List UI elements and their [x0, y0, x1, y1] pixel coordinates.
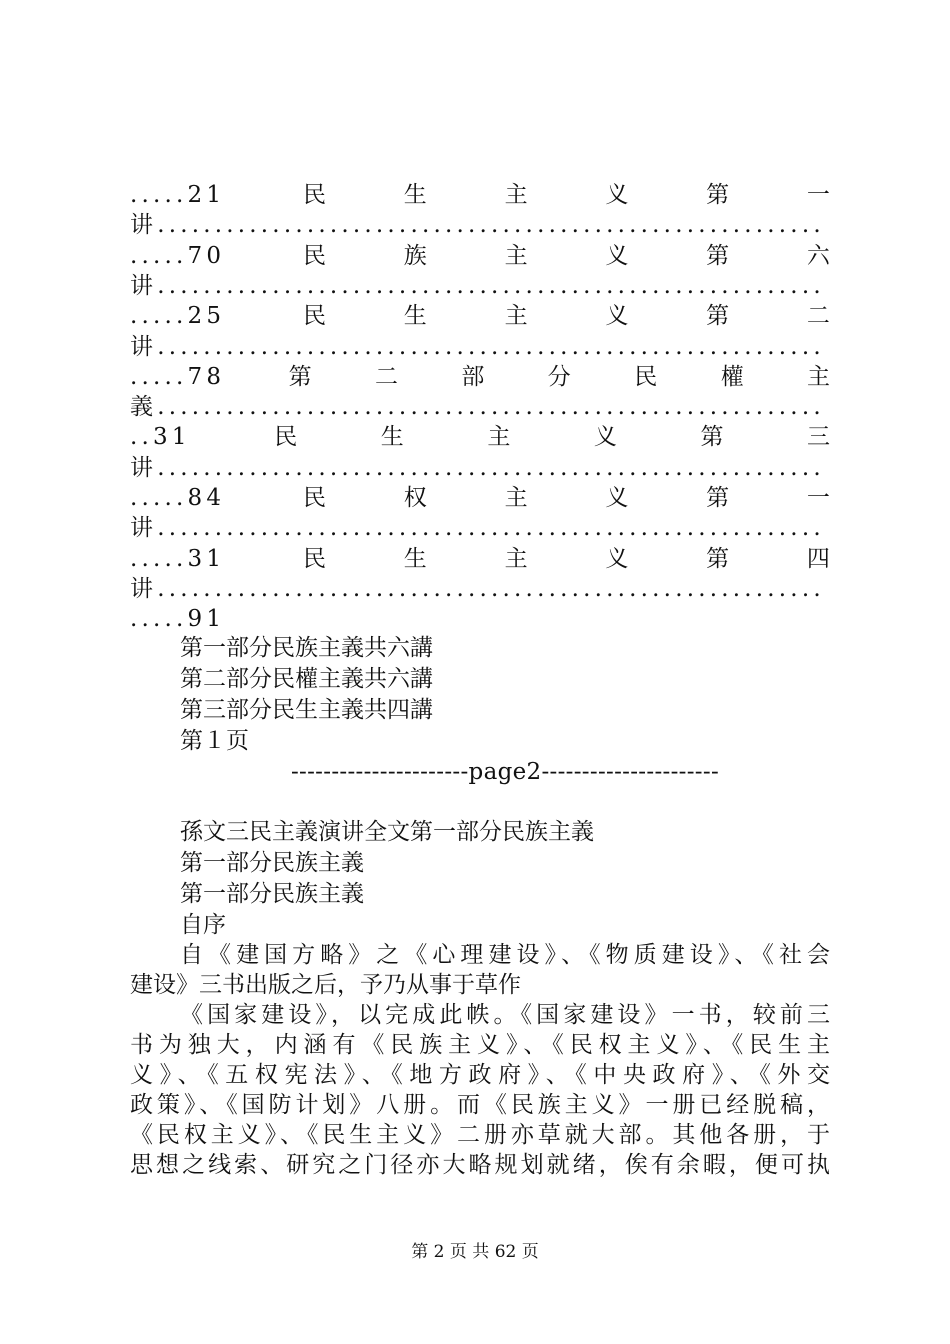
toc-row-char: 一 [806, 485, 830, 511]
toc-row-char: 民 [634, 363, 658, 390]
toc-row: 讲.......................................................... [130, 454, 825, 481]
toc-row-char: 主 [504, 182, 528, 208]
toc-row: 義.......................................................... [130, 394, 825, 421]
toc-row-char: 义 [605, 485, 629, 511]
toc-row-char: 义 [593, 424, 617, 451]
toc-row-char: 六 [806, 242, 830, 269]
page-one-label: 第１页 [180, 728, 249, 754]
toc-row-char: 主 [504, 545, 528, 572]
toc-row-page-number: .....21 [130, 182, 226, 208]
toc-row-char: 第 [706, 303, 730, 330]
body-line: 建设》三书出版之后，予乃从事于草作 [130, 972, 521, 998]
toc-row: .....91 [130, 606, 226, 633]
toc-row-char: 主 [806, 363, 830, 390]
toc-row [130, 180, 830, 210]
toc-row: 讲.......................................................... [130, 272, 825, 299]
toc-row-char: 义 [605, 182, 629, 208]
toc-row-page-number: .....31 [130, 545, 226, 572]
document-title: 孫文三民主義演讲全文第一部分民族主義 [180, 819, 594, 845]
toc-row-char: 生 [403, 182, 427, 208]
toc-row-char: 生 [403, 545, 427, 572]
toc-row-char: 分 [547, 363, 571, 390]
toc-row-char: 第 [706, 242, 730, 269]
toc-row-page-number: .....84 [130, 485, 226, 511]
toc-row-char: 族 [403, 242, 427, 269]
toc-row-char: 主 [504, 485, 528, 511]
toc-row-page-number: ..31 [130, 424, 191, 451]
body-line: 《国家建设》，以完成此帙。《国家建设》一书，较前三 [180, 1002, 830, 1028]
toc-row-char: 义 [605, 545, 629, 572]
page-separator: ----------------------page2---------------------- [290, 759, 720, 785]
toc-row-char: 第 [700, 424, 724, 451]
part-three-summary: 第三部分民生主義共四講 [180, 697, 433, 723]
toc-row: 讲.......................................................... [130, 212, 825, 239]
toc-row-char: 义 [605, 303, 629, 330]
toc-row-char: 民 [303, 485, 327, 511]
toc-row-char: 一 [806, 182, 830, 208]
toc-row-char: 义 [605, 242, 629, 269]
section-heading-repeat: 第一部分民族主義 [180, 881, 364, 907]
toc-row-char: 民 [303, 303, 327, 330]
toc-row-char: 民 [303, 545, 327, 572]
toc-row-char: 民 [274, 424, 298, 451]
toc-row-char: 第 [706, 485, 730, 511]
body-line: 《民权主义》、《民生主义》二册亦草就大部。其他各册，于 [130, 1122, 830, 1148]
toc-row-char: 部 [461, 363, 485, 390]
toc-row [130, 422, 830, 452]
toc-row-char: 生 [403, 303, 427, 330]
body-line: 书为独大，内涵有《民族主义》、《民权主义》、《民生主 [130, 1032, 830, 1058]
toc-row-char: 民 [303, 182, 327, 208]
toc-row-char: 生 [380, 424, 404, 451]
toc-row-char: 民 [303, 242, 327, 269]
toc-row-char: 四 [806, 545, 830, 572]
toc-row [130, 362, 830, 392]
toc-row-page-number: .....70 [130, 242, 226, 269]
toc-row [130, 241, 830, 271]
toc-row-char: 主 [487, 424, 511, 451]
preface-heading: 自序 [180, 912, 226, 938]
part-two-summary: 第二部分民權主義共六講 [180, 666, 433, 692]
body-line: 政策》、《国防计划》八册。而《民族主义》一册已经脱稿， [130, 1092, 830, 1118]
toc-row-char: 權 [720, 363, 744, 390]
toc-row-char: 三 [806, 424, 830, 451]
toc-row-page-number: .....78 [130, 363, 226, 390]
body-line: 思想之线索、研究之门径亦大略规划就绪，俟有余暇，便可执 [130, 1152, 830, 1178]
toc-row-char: 第 [288, 363, 312, 390]
toc-row-char: 二 [375, 363, 399, 390]
page-footer: 第 2 页 共 62 页 [411, 1242, 539, 1262]
toc-row: 讲.......................................................... [130, 575, 825, 602]
toc-row-char: 主 [504, 303, 528, 330]
toc-row-char: 第 [706, 182, 730, 208]
toc-row: 讲.......................................................... [130, 515, 825, 542]
section-heading: 第一部分民族主義 [180, 850, 364, 876]
toc-row [130, 544, 830, 574]
toc-row [130, 483, 830, 513]
toc-row-page-number: .....25 [130, 303, 226, 330]
body-line: 自《建国方略》之《心理建设》、《物质建设》、《社会 [180, 942, 830, 968]
toc-row-char: 主 [504, 242, 528, 269]
toc-row-char: 权 [403, 485, 427, 511]
toc-row-char: 二 [806, 303, 830, 330]
body-line: 义》、《五权宪法》、《地方政府》、《中央政府》、《外交 [130, 1062, 830, 1088]
toc-row [130, 301, 830, 331]
part-one-summary: 第一部分民族主義共六講 [180, 635, 433, 661]
toc-row: 讲.......................................................... [130, 333, 825, 360]
toc-row-char: 第 [706, 545, 730, 572]
